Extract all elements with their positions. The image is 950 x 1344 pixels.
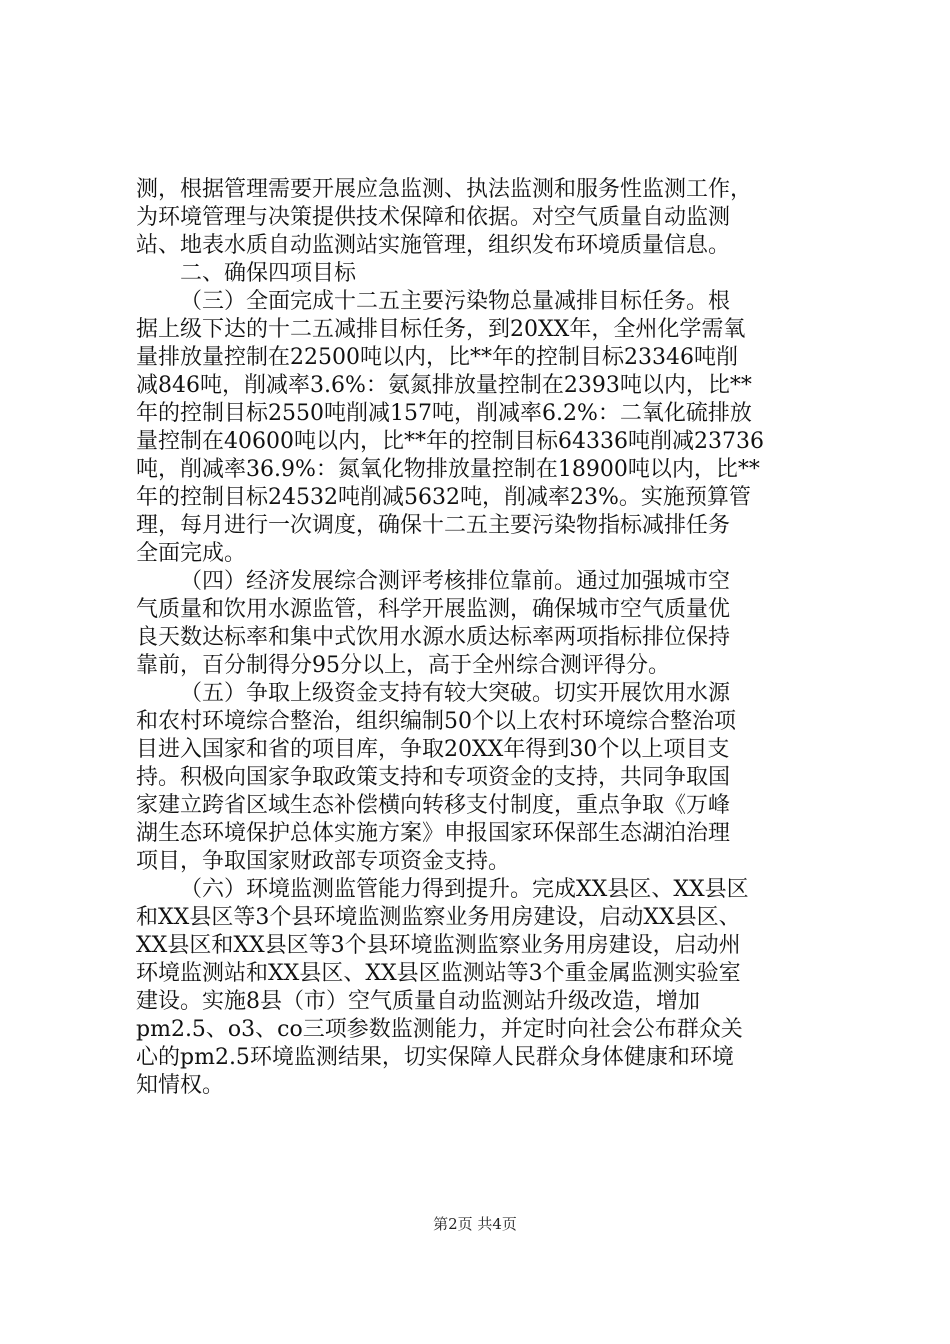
text-line: 目进入国家和省的项目库，争取20XX年得到30个以上项目支 (136, 737, 730, 762)
text-line: 良天数达标率和集中式饮用水源水质达标率两项指标排位保持 (136, 625, 731, 650)
text-line: 和农村环境综合整治，组织编制50个以上农村环境综合整治项 (136, 709, 736, 734)
text-line: 环境监测站和XX县区、XX县区监测站等3个重金属监测实验室 (136, 961, 741, 986)
text-line: 和XX县区等3个县环境监测监察业务用房建设，启动XX县区、 (136, 905, 741, 930)
paragraph-start: （六）环境监测监管能力得到提升。完成XX县区、XX县区 (180, 877, 749, 902)
text-line: 测，根据管理需要开展应急监测、执法监测和服务性监测工作， (136, 177, 753, 202)
paragraph-start: （三）全面完成十二五主要污染物总量减排目标任务。根 (180, 289, 731, 314)
text-line: 项目，争取国家财政部专项资金支持。 (136, 849, 511, 874)
text-line: pm2.5、o3、co三项参数监测能力，并定时向社会公布群众关 (136, 1017, 743, 1042)
text-line: 减846吨，削减率3.6%：氨氮排放量控制在2393吨以内，比** (136, 373, 752, 398)
text-line: 湖生态环境保护总体实施方案》申报国家环保部生态湖泊治理 (136, 821, 731, 846)
text-line: 为环境管理与决策提供技术保障和依据。对空气质量自动监测 (136, 205, 731, 230)
text-line: XX县区和XX县区等3个县环境监测监察业务用房建设，启动州 (136, 933, 741, 958)
text-line: 家建立跨省区域生态补偿横向转移支付制度，重点争取《万峰 (136, 793, 731, 818)
text-line: 知情权。 (136, 1073, 225, 1098)
paragraph-start: （四）经济发展综合测评考核排位靠前。通过加强城市空 (180, 569, 731, 594)
document-body (136, 176, 826, 1100)
text-line: 年的控制目标2550吨削减157吨，削减率6.2%：二氧化硫排放 (136, 401, 752, 426)
text-line: 心的pm2.5环境监测结果，切实保障人民群众身体健康和环境 (136, 1045, 734, 1070)
paragraph-start: （五）争取上级资金支持有较大突破。切实开展饮用水源 (180, 681, 731, 706)
text-line: 年的控制目标24532吨削减5632吨，削减率23%。实施预算管 (136, 485, 751, 510)
text-line: 据上级下达的十二五减排目标任务，到20XX年，全州化学需氧 (136, 317, 746, 342)
text-line: 站、地表水质自动监测站实施管理，组织发布环境质量信息。 (136, 233, 731, 258)
text-line: 持。积极向国家争取政策支持和专项资金的支持，共同争取国 (136, 765, 731, 790)
text-line: 理，每月进行一次调度，确保十二五主要污染物指标减排任务 (136, 513, 731, 538)
text-line: 靠前，百分制得分95分以上，高于全州综合测评得分。 (136, 653, 670, 678)
section-heading: 二、确保四项目标 (180, 261, 357, 286)
text-line: 气质量和饮用水源监管，科学开展监测，确保城市空气质量优 (136, 597, 731, 622)
text-line: 吨，削减率36.9%：氮氧化物排放量控制在18900吨以内，比** (136, 457, 760, 482)
text-line: 量排放量控制在22500吨以内，比**年的控制目标23346吨削 (136, 345, 738, 370)
page-number-footer: 第2页 共4页 (433, 1215, 517, 1233)
text-line: 全面完成。 (136, 541, 247, 566)
text-line: 量控制在40600吨以内，比**年的控制目标64336吨削减23736 (136, 429, 764, 454)
text-line: 建设。实施8县（市）空气质量自动监测站升级改造，增加 (136, 989, 700, 1014)
